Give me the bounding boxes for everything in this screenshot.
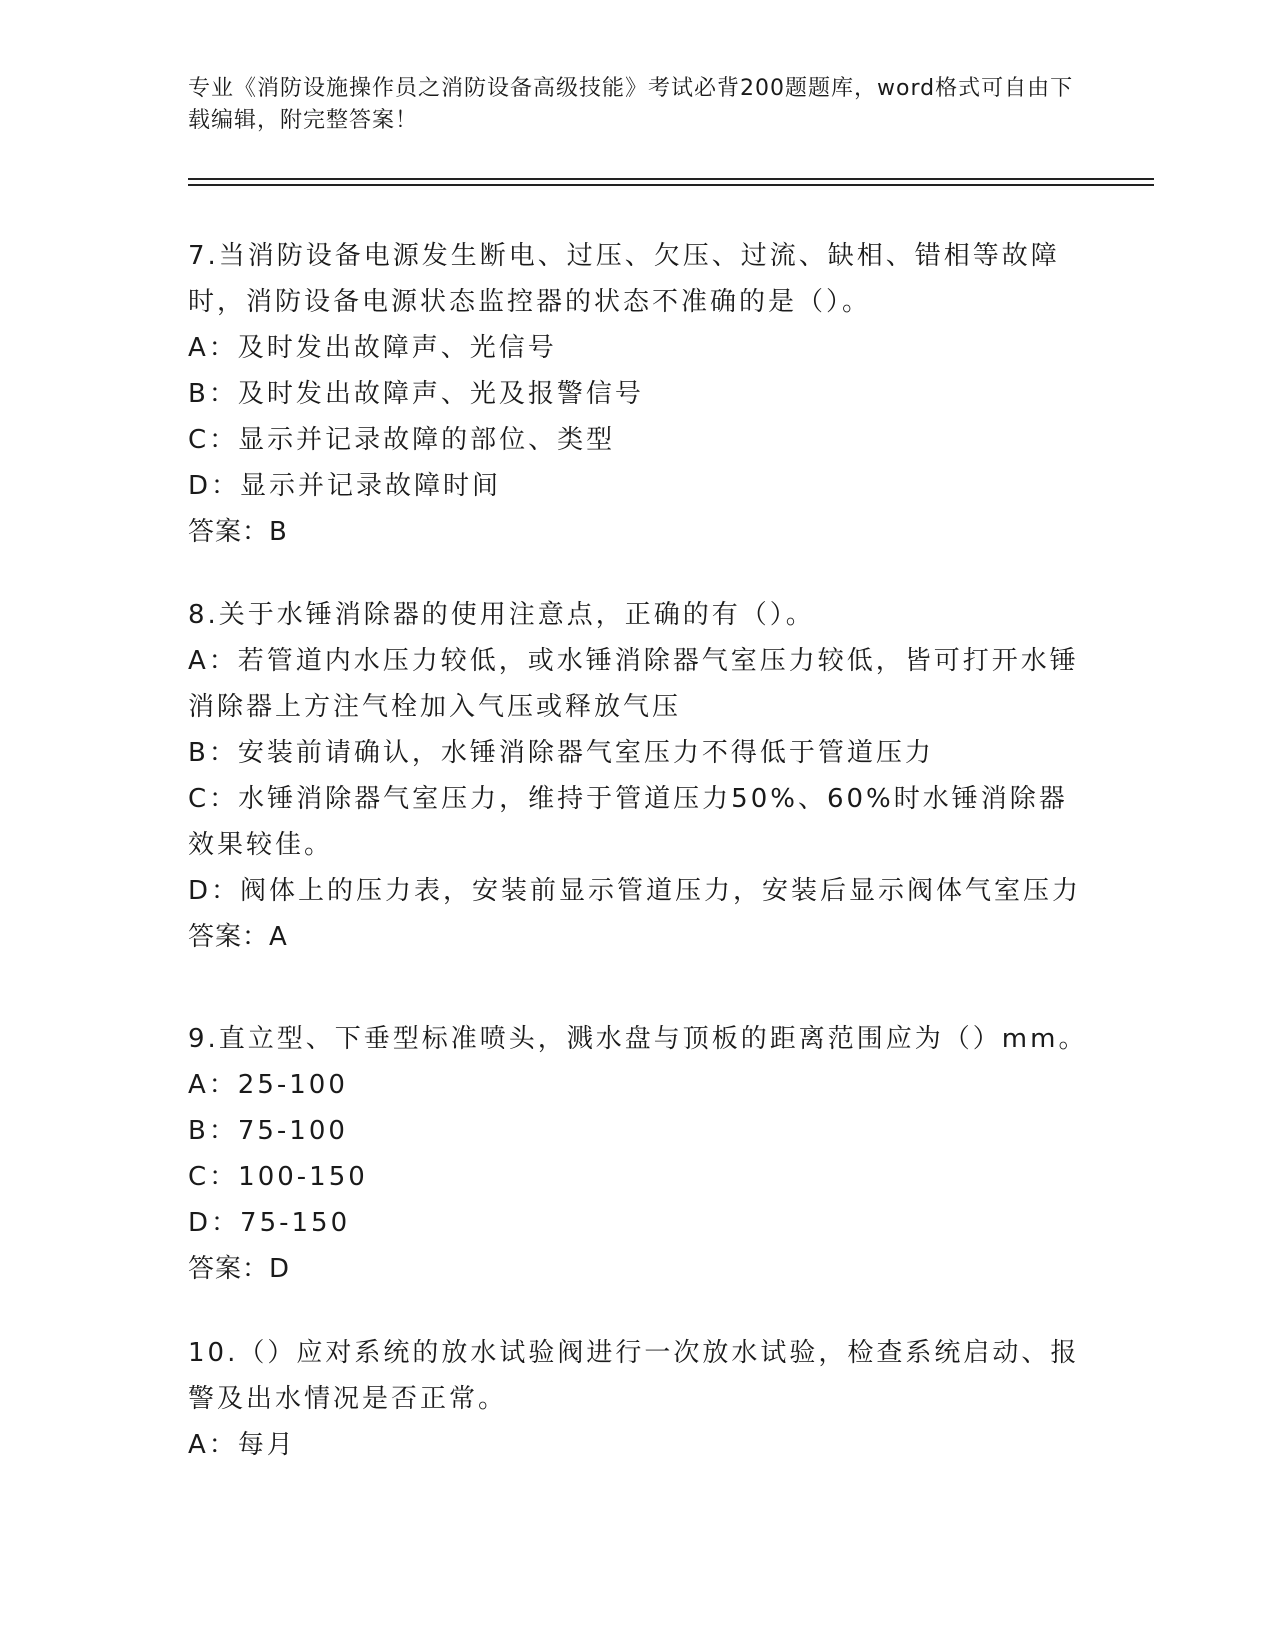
option-d: D：75-150 bbox=[188, 1208, 351, 1238]
option-a: A：每月 bbox=[188, 1430, 296, 1460]
question-9 bbox=[188, 1016, 1088, 1292]
option-d: D：阀体上的压力表，安装前显示管道压力，安装后显示阀体气室压力 bbox=[188, 876, 1082, 906]
option-d: D：显示并记录故障时间 bbox=[188, 471, 502, 501]
question-stem: 10.（）应对系统的放水试验阀进行一次放水试验，检查系统启动、报警及出水情况是否正常。 bbox=[188, 1338, 1080, 1414]
question-stem: 8.关于水锤消除器的使用注意点，正确的有（）。 bbox=[188, 600, 815, 630]
answer: 答案：B bbox=[188, 517, 288, 547]
question-stem: 9.直立型、下垂型标准喷头，溅水盘与顶板的距离范围应为（）mm。 bbox=[188, 1024, 1088, 1054]
option-c: C：100-150 bbox=[188, 1162, 368, 1192]
option-b: B：75-100 bbox=[188, 1116, 348, 1146]
option-a: A：25-100 bbox=[188, 1070, 348, 1100]
option-b: B：及时发出故障声、光及报警信号 bbox=[188, 379, 644, 409]
document-header bbox=[188, 73, 1088, 137]
answer: 答案：A bbox=[188, 922, 288, 952]
option-c: C：显示并记录故障的部位、类型 bbox=[188, 425, 616, 455]
option-c: C：水锤消除器气室压力，维持于管道压力50%、60%时水锤消除器效果较佳。 bbox=[188, 784, 1068, 860]
question-7 bbox=[188, 233, 1088, 555]
header-intro: 专业《消防设施操作员之消防设备高级技能》考试必背200题题库，word格式可自由下载编辑，附完整答案！ bbox=[188, 76, 1074, 133]
option-a: A：及时发出故障声、光信号 bbox=[188, 333, 557, 363]
option-a: A：若管道内水压力较低，或水锤消除器气室压力较低，皆可打开水锤消除器上方注气栓加入气压或释放气压 bbox=[188, 646, 1079, 722]
option-b: B：安装前请确认，水锤消除器气室压力不得低于管道压力 bbox=[188, 738, 934, 768]
answer: 答案：D bbox=[188, 1254, 291, 1284]
header-divider-top bbox=[188, 178, 1154, 180]
question-10 bbox=[188, 1330, 1088, 1468]
question-stem: 7.当消防设备电源发生断电、过压、欠压、过流、缺相、错相等故障时，消防设备电源状态监控器的状态不准确的是（）。 bbox=[188, 241, 1060, 317]
header-divider-bottom bbox=[188, 184, 1154, 186]
question-8 bbox=[188, 592, 1088, 960]
